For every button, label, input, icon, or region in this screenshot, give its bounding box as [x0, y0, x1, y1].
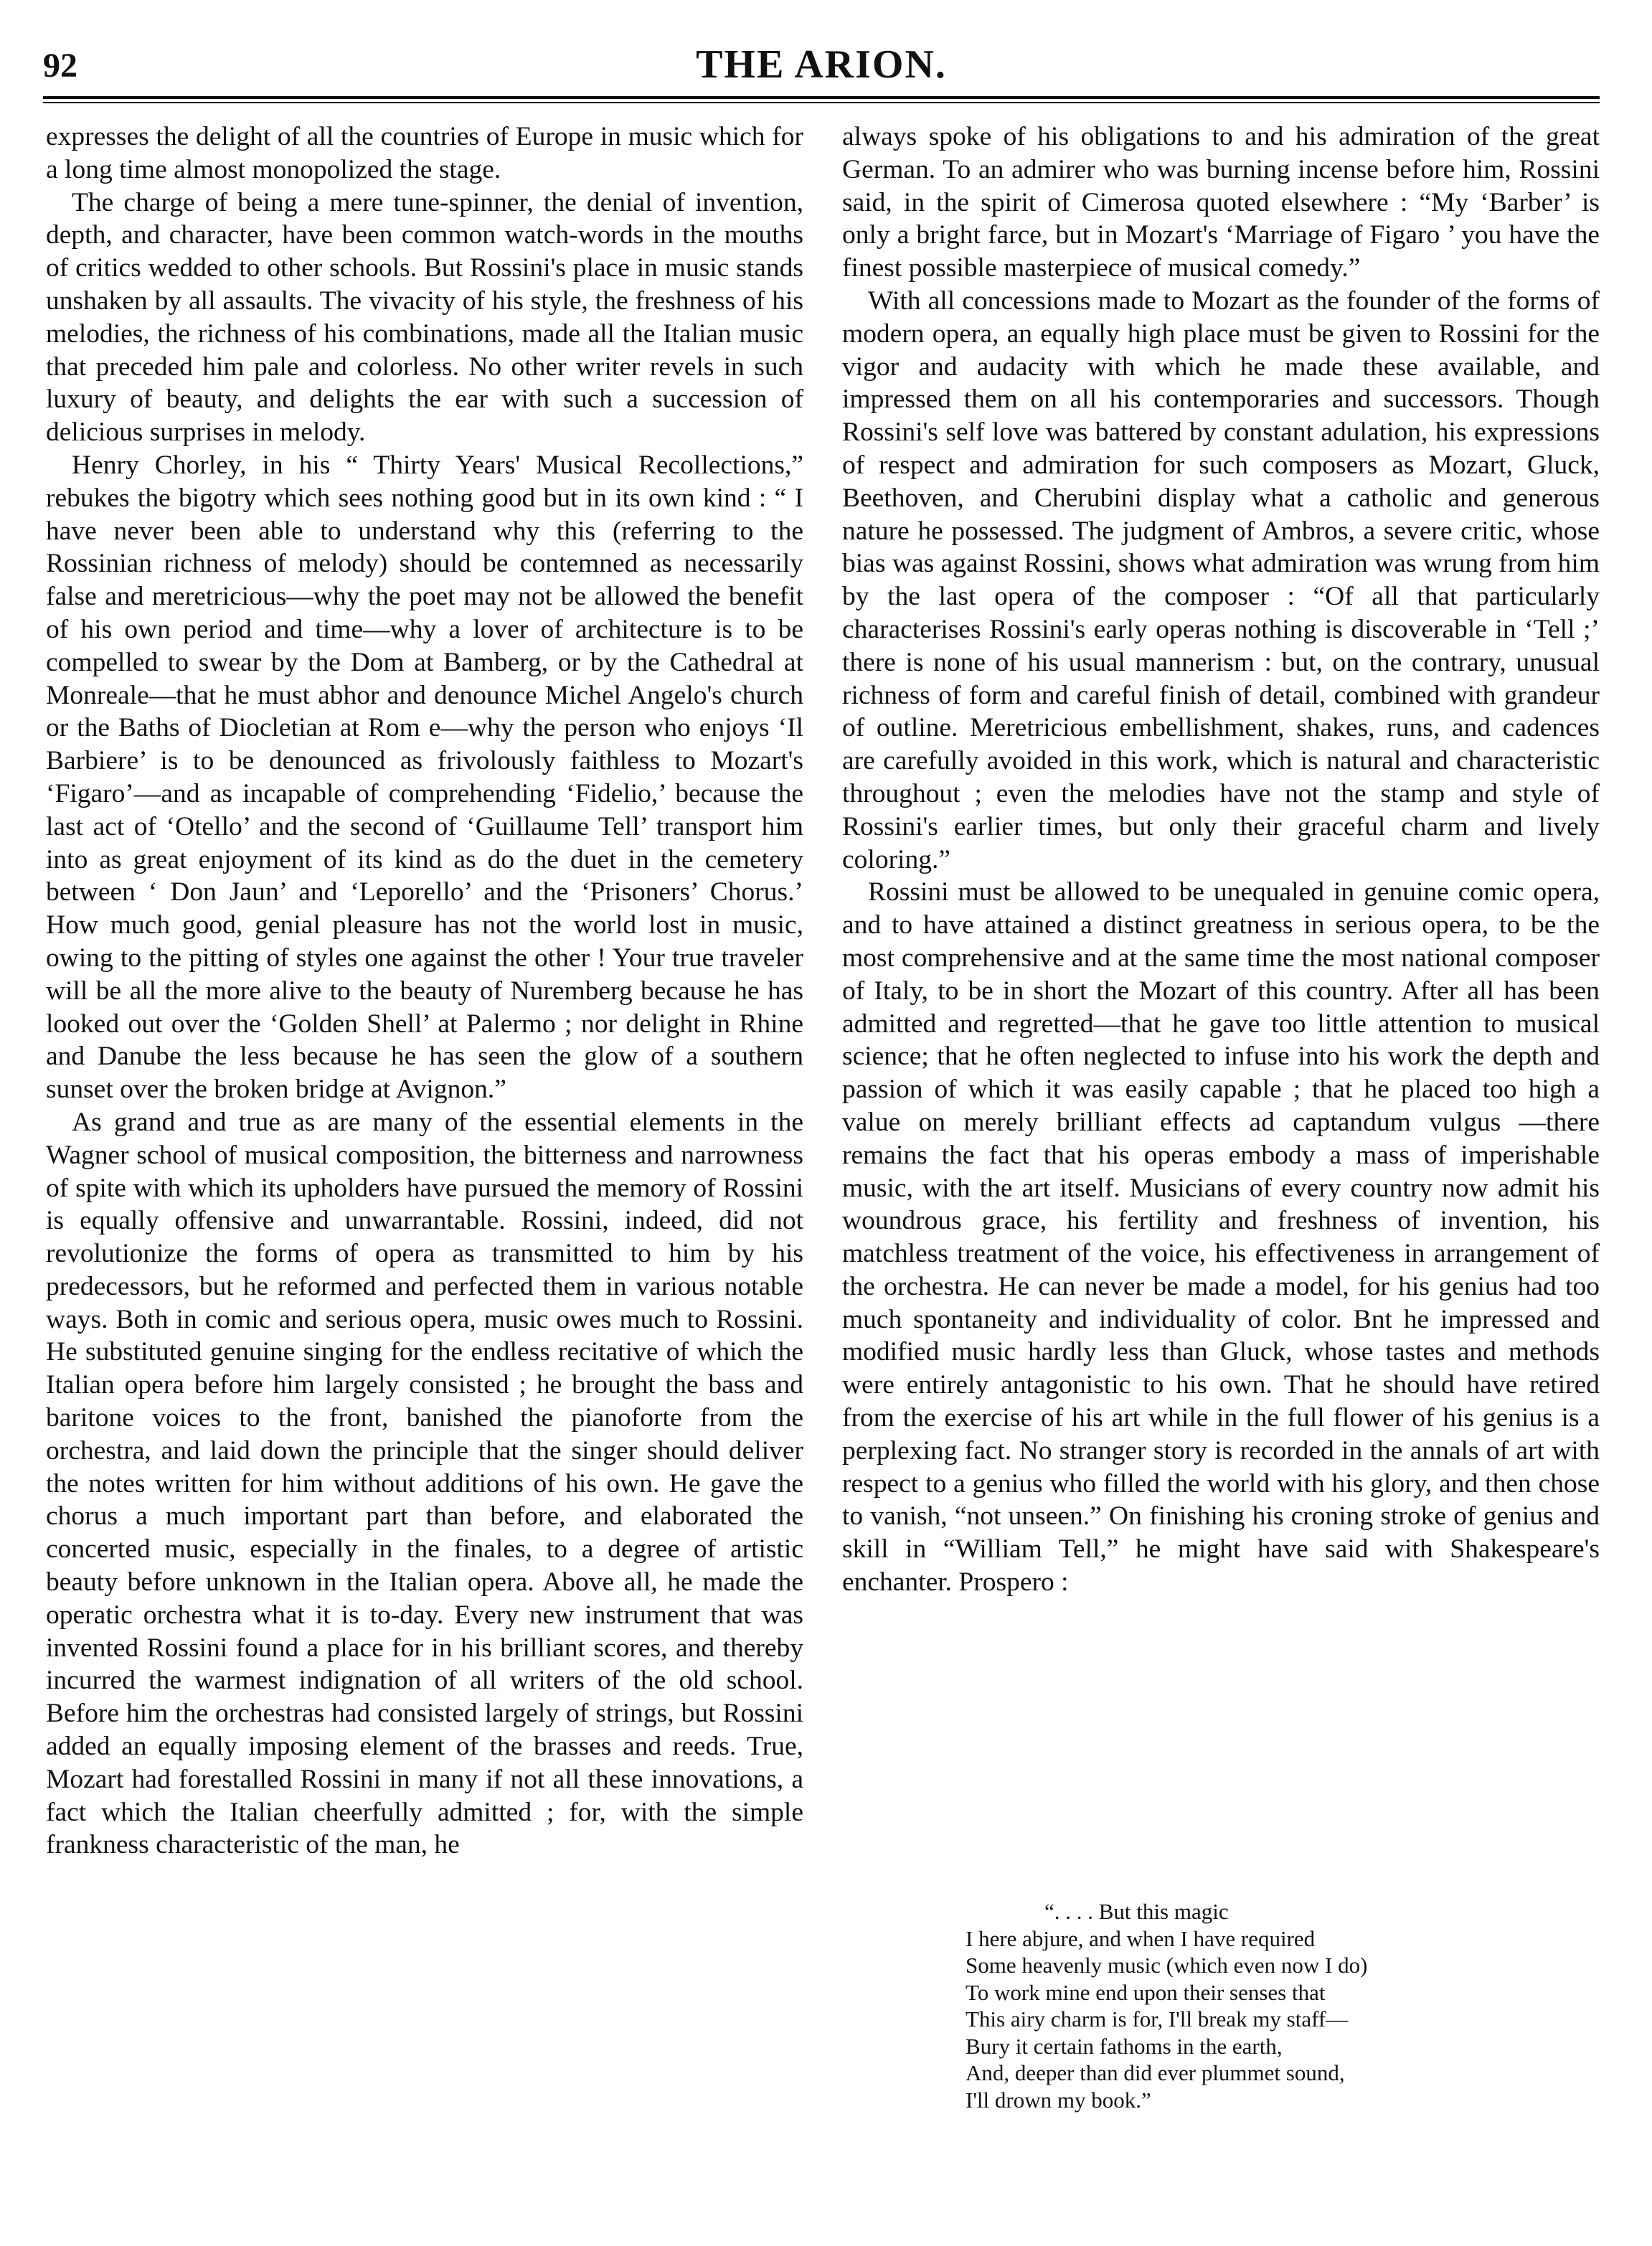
running-header	[43, 42, 1600, 96]
paragraph: Henry Chorley, in his “ Thirty Years' Musical Recollections,” rebukes the bigotry which sees nothing good but in its own kind : “ I have never been able to understand why this (referring to the Rossinian richness of melody) should be contemned as necessarily false and meretricious—why the poet may not be allowed the benefit of his own period and time—why a lover of architecture is to be compelled to swear by the Dom at Bamberg, or by the Cathedral at Monreale—that he must abhor and denounce Michel Angelo's church or the Baths of Diocletian at Rom e—why the person who enjoys ‘Il Barbiere’ is to be denounced as frivolously faithless to Mozart's ‘Figaro’—and as incapable of comprehending ‘Fidelio,’ because the last act of ‘Otello’ and the second of ‘Guillaume Tell’ transport him into as great enjoyment of its kind as do the duet in the cemetery between ‘ Don Jaun’ and ‘Leporello’ and the ‘Prisoners’ Chorus.’ How much good, genial pleasure has not the world lost in music, owing to the pitting of styles one against the other ! Your true traveler will be all the more alive to the beauty of Nuremberg because he has looked out over the ‘Golden Shell’ at Palermo ; nor delight in Rhine and Danube the less because he has seen the glow of a southern sunset over the broken bridge at Avignon.”	[46, 450, 803, 1105]
journal-title: THE ARION.	[696, 42, 947, 87]
verse-line: Some heavenly music (which even now I do)	[966, 1953, 1368, 1978]
verse-line: And, deeper than did ever plummet sound,	[966, 2060, 1345, 2085]
verse-line: “. . . . But this magic	[1044, 1899, 1229, 1924]
verse-line: I here abjure, and when I have required	[966, 1925, 1316, 1951]
page-number: 92	[43, 47, 77, 85]
paragraph: always spoke of his obligations to and his admiration of the great German. To an admirer who was burning incense before him, Rossini said, in the spirit of Cimerosa quoted elsewhere : “My ‘Barber’ is only a bright farce, but in Mozart's ‘Marriage of Figaro ’ you have the finest possible masterpiece of musical comedy.”	[842, 122, 1600, 283]
left-column	[46, 121, 803, 1862]
header-rule-thin	[43, 102, 1600, 103]
paragraph: As grand and true as are many of the essential elements in the Wagner school of musical composition, the bitterness and narrowness of spite with which its upholders have pursued the memory of Rossini is equally offensive and unwarrantable. Rossini, indeed, did not revolutionize the forms of opera as transmitted to him by his predecessors, but he reformed and perfected them in various notable ways. Both in comic and serious opera, music owes much to Rossini. He substituted genuine singing for the endless recitative of which the Italian opera before him largely consisted ; he brought the bass and baritone voices to the front, banished the pianoforte from the orchestra, and laid down the principle that the singer should deliver the notes written for him without additions of his own. He gave the chorus a much important part than before, and elaborated the concerted music, especially in the finales, to a degree of artistic beauty before unknown in the Italian opera. Above all, he made the operatic orchestra what it is to-day. Every new instrument that was invented Rossini found a place for in his brilliant scores, and thereby incurred the warmest indignation of all writers of the old school. Before him the orchestras had consisted largely of strings, but Rossini added an equally imposing element of the brasses and reeds. True, Mozart had forestalled Rossini in many if not all these innovations, a fact which the Italian cheerfully admitted ; for, with the simple frankness characteristic of the man, he	[46, 1107, 803, 1860]
paragraph: Rossini must be allowed to be unequaled in genuine comic opera, and to have attained a distinct greatness in serious opera, to be the most comprehensive and at the same time the most national composer of Italy, to be in short the Mozart of this country. After all has been admitted and regretted—that he gave too little attention to musical science; that he often neglected to infuse into his work the depth and passion of which it was easily capable ; that he placed too high a value on merely brilliant effects ad captandum vulgus —there remains the fact that his operas embody a mass of imperishable music, with the art itself. Musicians of every country now admit his woundrous grace, his fertility and freshness of invention, his matchless treatment of the voice, his effectiveness in arrangement of the orchestra. He can never be made a model, for his genius had too much spontaneity and individuality of color. Bnt he impressed and modified music hardly less than Gluck, whose tastes and methods were entirely antagonistic to his own. That he should have retired from the exercise of his art while in the full flower of his genius is a perplexing fact. No stranger story is recorded in the annals of art with respect to a genius who filled the world with his glory, and then chose to vanish, “not unseen.” On finishing his croning stroke of genius and skill in “William Tell,” he might have said with Shakespeare's enchanter. Prospero :	[842, 877, 1600, 1598]
verse-line: Bury it certain fathoms in the earth,	[966, 2033, 1283, 2059]
verse-line: To work mine end upon their senses that	[966, 1979, 1326, 2005]
verse-quotation	[966, 1898, 1511, 2113]
paragraph: With all concessions made to Mozart as the founder of the forms of modern opera, an equally high place must be given to Rossini for the vigor and audacity with which he made these available, and impressed them on all his contemporaries and successors. Though Rossini's self love was battered by constant adulation, his expressions of respect and admiration for such composers as Mozart, Gluck, Beethoven, and Cherubini display what a catholic and generous nature he possessed. The judgment of Ambros, a severe critic, whose bias was against Rossini, shows what admiration was wrung from him by the last opera of the composer : “Of all that particularly characterises Rossini's early operas nothing is discoverable in ‘Tell ;’ there is none of his usual mannerism : but, on the contrary, unusual richness of form and careful finish of detail, combined with grandeur of outline. Meretricious embellishment, shakes, runs, and cadences are carefully avoided in this work, which is natural and characteristic throughout ; even the melodies have not the stamp and style of Rossini's earlier times, but only their graceful charm and lively coloring.”	[842, 286, 1600, 874]
verse-line: This airy charm is for, I'll break my staff—	[966, 2006, 1349, 2032]
paragraph: The charge of being a mere tune-spinner, the denial of invention, depth, and character, have been common watch-words in the mouths of critics wedded to other schools. But Rossini's place in music stands unshaken by all assaults. The vivacity of his style, the freshness of his melodies, the richness of his combinations, made all the Italian music that preceded him pale and colorless. No other writer revels in such luxury of beauty, and delights the ear with such a succession of delicious surprises in melody.	[46, 187, 803, 448]
paragraph: expresses the delight of all the countries of Europe in music which for a long time almost monopolized the stage.	[46, 122, 803, 184]
header-rule-thick	[43, 96, 1600, 99]
right-column	[842, 121, 1600, 1599]
verse-line: I'll drown my book.”	[966, 2087, 1151, 2113]
